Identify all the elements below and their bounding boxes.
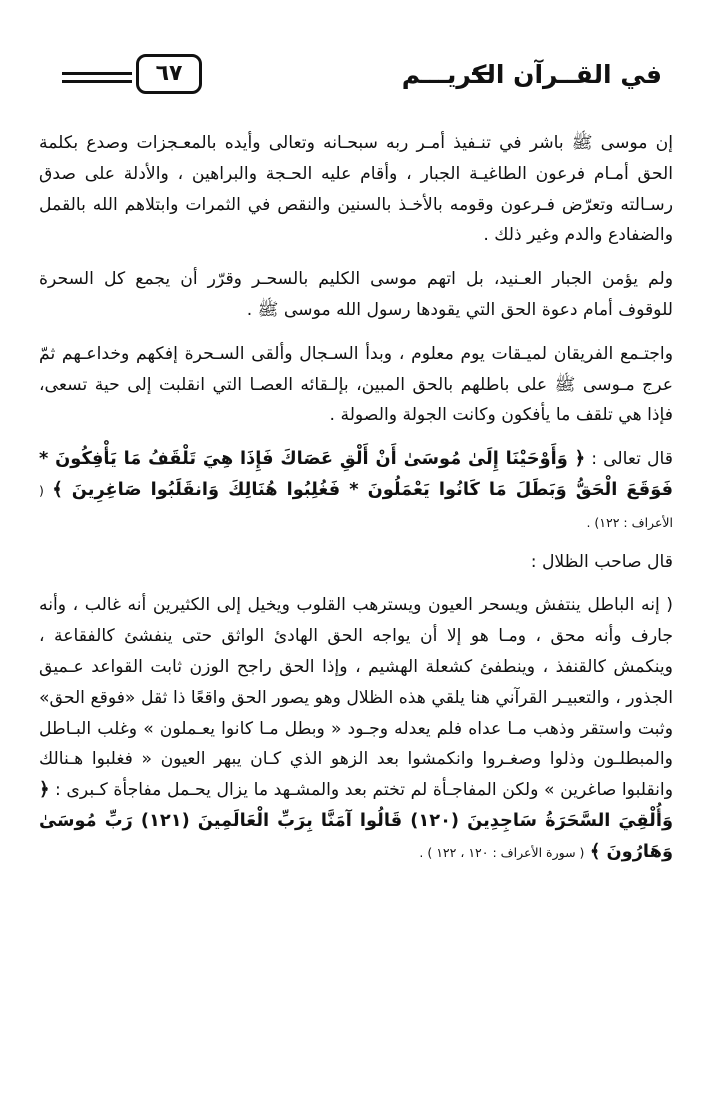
- page-header: [62, 52, 662, 100]
- paragraph-6: [39, 590, 673, 868]
- quran-verse: ﴿ وَأَوْحَيْنَا إِلَىٰ مُوسَىٰ أَنْ أَلْقِ عَصَاكَ فَإِذَا هِيَ تَلْقَفُ مَا يَأْفِكُونَ * فَوَقَعَ الْحَقُّ وَبَطَلَ مَا كَانُوا يَعْمَلُونَ * فَغُلِبُوا هُنَالِكَ وَانقَلَبُوا صَاغِرِينَ ﴾: [39, 448, 673, 500]
- page-number: ٦٧: [136, 54, 202, 94]
- header-rule-left: [62, 72, 132, 83]
- paragraph-3: واجتـمع الفريقان لميـقات يوم معلوم ، وبدأ السـجال وألقى السـحرة إفكهم وخداعـهم ثمّ عرج مـوسى ﷺ على باطلهم بالحق المبين، بإلـقائه العصـا التي انقلبت إلى حية تسعى، فإذا هي تلقف ما يأفكون وكانت الجولة والصولة .: [39, 343, 673, 426]
- paragraph-1: إن موسى ﷺ باشر في تنـفيذ أمـر ربه سبحـانه وتعالى وأيده بالمعـجزات وصدع بكلمة الحق أمـام فرعون الطاغيـة الجبار ، وأقام عليه الحـجة والبراهين ، والأدلة على صدق رسـالته وتعرّض فـرعون وقومه بالأخـذ بالسنين والنقص في الثمرات وابتلاهم الله بالقمل والضفادع والدم وغير ذلك .: [39, 133, 673, 246]
- quote-text: ( إنه الباطل ينتفش ويسحر العيون ويسترهب القلوب ويخيل إلى الكثيرين أنه غالب ، وأنه جارف وأنه محق ، ومـا هو إلا أن يواجه الحق الهادئ الواثق حتى ينفشئ كالفقاعة ، وينكمش كالقنفذ ، وينطفئ كشعلة الهشيم ، وإذا الحق راجح الوزن ثابت القواعد عـميق الجذور ، والتعبيـر القرآني هنا يلقي هذه الظلال وهو يصور الحق واقعًا ذا ثقل «فوقع الحق» وثبت واستقر وذهب مـا عداه فلم يعدله وجـود « وبطل مـا كانوا يعـملون » وغلب البـاطل والمبطلـون وذلوا وصغـروا وانكمشوا بعد الزهو الذي كـان يبهر العيون « فغلبوا هـنالك وانقلبوا صاغرين » ولكن المفاجـأة لم تختم بعد والمشـهد ما يزال يحـمل مفاجأة كـبرى :: [39, 595, 673, 801]
- paragraph-2: ولم يؤمن الجبار العـنيد، بل اتهم موسى الكليم بالسحـر وقرّر أن يجمع كل السحرة للوقوف أمام دعوة الحق التي يقودها رسول الله موسى ﷺ .: [39, 269, 673, 320]
- verse-reference: ( الأعراف : ١٢٢) .: [39, 482, 673, 530]
- verse-intro: قال تعالى :: [591, 449, 673, 470]
- header-rule-right: [472, 72, 492, 83]
- page-body: [39, 128, 673, 882]
- quran-verse-2: ﴿ وَأُلْقِيَ السَّحَرَةُ سَاجِدِينَ (١٢٠) قَالُوا آمَنَّا بِرَبِّ الْعَالَمِينَ (١٢١) رَبِّ مُوسَىٰ وَهَارُونَ ﴾: [39, 779, 674, 862]
- paragraph-5: قال صاحب الظلال :: [530, 551, 673, 572]
- paragraph-4: [39, 444, 673, 538]
- verse-reference-2: ( سورة الأعراف : ١٢٠ ، ١٢٢ ) .: [419, 844, 585, 860]
- running-title: في القــرآن الكريـــم: [401, 60, 662, 89]
